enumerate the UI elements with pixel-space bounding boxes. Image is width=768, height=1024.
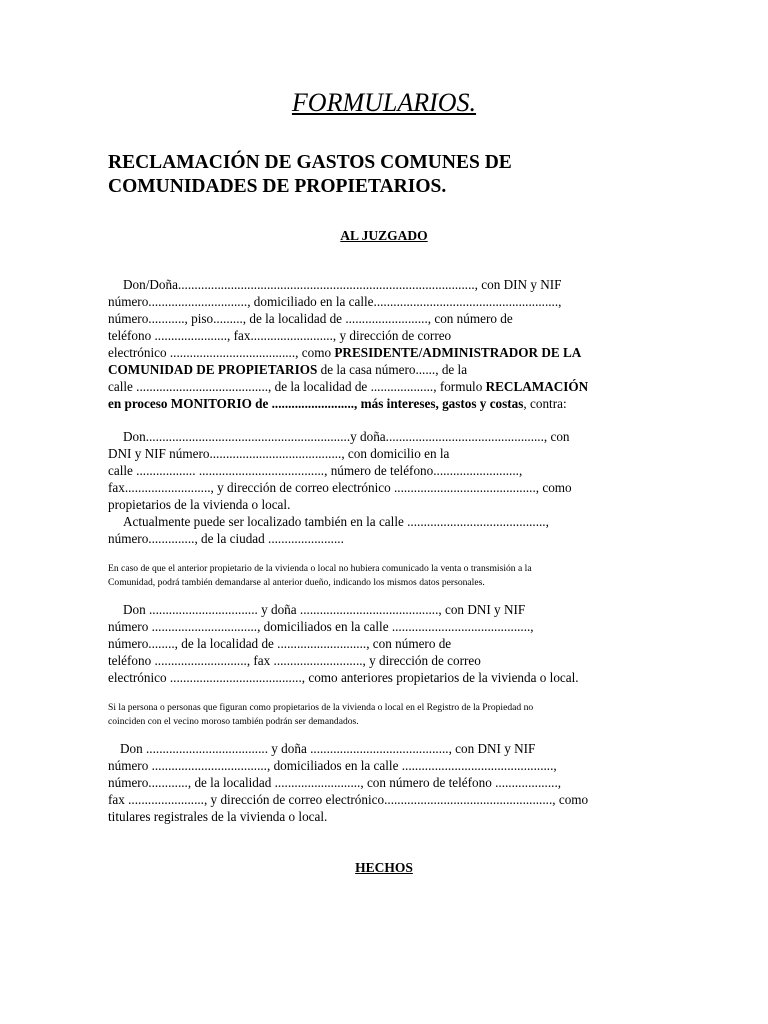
paragraph-line — [108, 395, 668, 412]
heading-line-1: RECLAMACIÓN DE GASTOS COMUNES DE — [108, 152, 512, 173]
paragraph-line: Don ..................................... y doña .........................................., con DNI y NIF — [120, 741, 536, 756]
debtor-paragraph — [108, 428, 668, 547]
paragraph-line — [108, 361, 668, 378]
paragraph-line: titulares registrales de la vivienda o local. — [108, 809, 328, 824]
text-fragment: electrónico ......................................, como — [108, 345, 335, 360]
text-fragment: calle ........................................, de la localidad de ..................., formulo — [108, 379, 486, 394]
previous-owners-paragraph — [108, 601, 668, 686]
paragraph-line: calle .................. ......................................, número de teléfono.........................., — [108, 463, 523, 478]
text-fragment: , contra: — [523, 396, 567, 411]
paragraph-line: número ................................, domiciliados en la calle .........................................., — [108, 619, 534, 634]
document-heading — [108, 151, 512, 199]
paragraph-line: fax.........................., y dirección de correo electrónico ..........................................., como — [108, 480, 572, 495]
bold-fragment: en proceso MONITORIO de ........................., más intereses, gastos y costas — [108, 396, 524, 411]
paragraph-line: teléfono ......................, fax........................., y dirección de correo — [108, 328, 452, 343]
note-line: Comunidad, podrá también demandarse al anterior dueño, indicando los mismos datos personales. — [108, 576, 485, 588]
paragraph-line — [108, 344, 668, 361]
paragraph-line: número..........., piso........., de la localidad de ........................., con número de — [108, 311, 513, 326]
bold-fragment: RECLAMACIÓN — [485, 379, 589, 394]
paragraph-line: número.............................., domiciliado en la calle........................................................, — [108, 294, 562, 309]
paragraph-line — [108, 378, 668, 395]
paragraph-line: Actualmente puede ser localizado también en la calle .........................................., — [123, 514, 549, 529]
paragraph-line: Don..............................................................y doña................................................, con — [123, 429, 570, 444]
paragraph-line: número........, de la localidad de ..........................., con número de — [108, 636, 452, 651]
note-registry-owners — [108, 701, 668, 728]
note-line: En caso de que el anterior propietario de la vivienda o local no hubiera comunicado la venta o transmisión a la — [108, 563, 532, 574]
paragraph-line: fax ......................., y dirección de correo electrónico..................................................., como — [108, 792, 589, 807]
registered-owners-paragraph — [108, 740, 668, 825]
claimant-paragraph — [108, 276, 668, 412]
paragraph-line: electrónico ........................................, como anteriores propietarios de la vivienda o local. — [108, 670, 579, 685]
paragraph-line: número ..................................., domiciliados en la calle .............................................., — [108, 758, 557, 773]
text-fragment: de la casa número......, de la — [317, 362, 468, 377]
heading-line-2: COMUNIDADES DE PROPIETARIOS. — [108, 176, 447, 197]
facts-heading: HECHOS — [355, 860, 413, 875]
paragraph-line: DNI y NIF número........................................, con domicilio en la — [108, 446, 450, 461]
page-title: FORMULARIOS. — [291, 88, 477, 117]
paragraph-line: número............, de la localidad .........................., con número de teléfono ..................., — [108, 775, 562, 790]
court-heading: AL JUZGADO — [340, 228, 428, 243]
paragraph-line: Don ................................. y doña .........................................., con DNI y NIF — [123, 602, 526, 617]
paragraph-line: teléfono ............................, fax ..........................., y dirección de correo — [108, 653, 481, 668]
note-previous-owner — [108, 562, 668, 589]
note-line: Si la persona o personas que figuran como propietarios de la vivienda o local en el Registro de la Propiedad no — [108, 702, 534, 713]
paragraph-line: propietarios de la vivienda o local. — [108, 497, 291, 512]
bold-fragment: COMUNIDAD DE PROPIETARIOS — [108, 362, 318, 377]
paragraph-line: número.............., de la ciudad ....................... — [108, 531, 344, 546]
paragraph-line: Don/Doña.........................................................................................., con DIN y NIF — [123, 277, 562, 292]
bold-fragment: PRESIDENTE/ADMINISTRADOR DE LA — [334, 345, 582, 360]
note-line: coinciden con el vecino moroso también podrán ser demandados. — [108, 715, 359, 727]
